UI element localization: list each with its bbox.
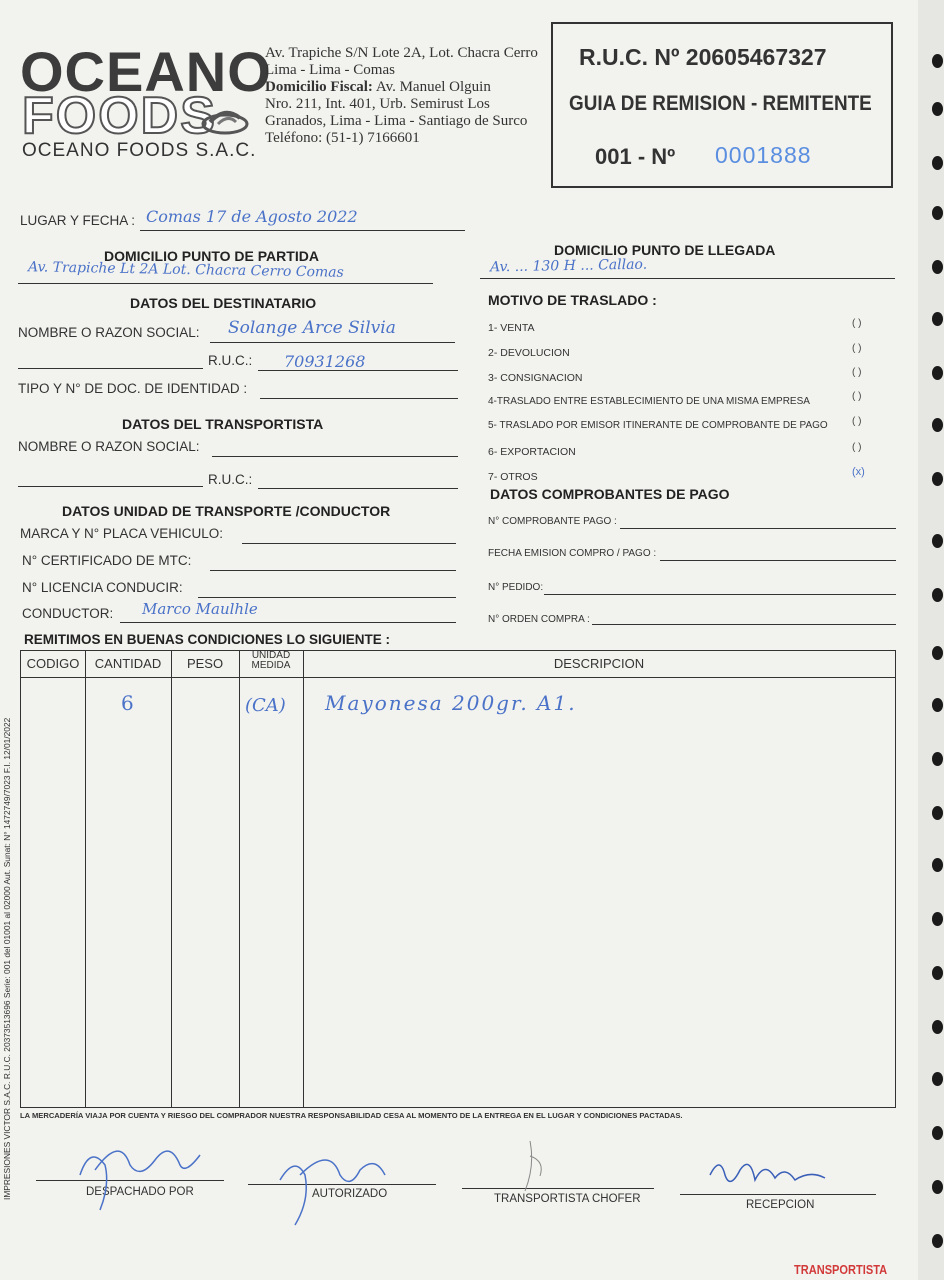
feed-hole — [932, 472, 943, 486]
nombre-label: NOMBRE O RAZON SOCIAL: — [18, 325, 200, 340]
comprobante-label: N° COMPROBANTE PAGO : — [488, 516, 617, 527]
transp-nombre-line — [212, 456, 458, 457]
feed-hole — [932, 312, 943, 326]
orden-line — [592, 624, 896, 625]
motivo-checkbox: ( ) — [852, 343, 862, 354]
printer-note: IMPRESIONES VICTOR S.A.C. R.U.C. 20373513696 Serie: 001 del 01001 al 02000 Aut. Sunat: N° 1472749/7023 F.I. 12/01/2022 — [2, 717, 12, 1200]
column-divider — [171, 651, 172, 1107]
feed-hole — [932, 912, 943, 926]
feed-hole — [932, 1072, 943, 1086]
autorizado-label: AUTORIZADO — [312, 1188, 388, 1200]
recepcion-label: RECEPCION — [746, 1199, 815, 1211]
fiscal-line-1: Av. Manuel Olguin — [375, 79, 491, 95]
fiscal-line-3: Granados, Lima - Lima - Santiago de Surco — [265, 113, 528, 129]
transportista-chofer-label: TRANSPORTISTA CHOFER — [494, 1193, 641, 1205]
fiscal-line-2: Nro. 211, Int. 401, Urb. Semirust Los — [265, 96, 490, 112]
licencia-line — [198, 597, 456, 598]
logo-foods: FOODS — [22, 87, 217, 145]
motivo-checkbox: ( ) — [852, 318, 862, 329]
licencia-label: N° LICENCIA CONDUCIR: — [22, 580, 183, 595]
fecha-emision-label: FECHA EMISION COMPRO / PAGO : — [488, 548, 657, 559]
feed-hole — [932, 54, 943, 68]
partida-line — [18, 283, 433, 284]
fiscal-address — [265, 79, 538, 96]
document-series: 001 - Nº — [595, 144, 676, 169]
orden-label: N° ORDEN COMPRA : — [488, 614, 590, 625]
column-header-descripcion: DESCRIPCION — [553, 656, 645, 671]
company-phone: Teléfono: (51-1) 7166601 — [265, 130, 420, 146]
llegada-header: DOMICILIO PUNTO DE LLEGADA — [554, 242, 776, 258]
feed-hole — [932, 1126, 943, 1140]
transp-nombre-label: NOMBRE O RAZON SOCIAL: — [18, 439, 200, 454]
transp-ruc-line — [258, 488, 458, 489]
column-header-unidad: UNIDAD MEDIDA — [251, 650, 291, 671]
certificado-label: N° CERTIFICADO DE MTC: — [22, 553, 192, 568]
llegada-line — [480, 278, 895, 279]
autorizado-signature — [250, 1130, 400, 1230]
wave-logo-icon — [200, 104, 250, 141]
feed-hole — [932, 806, 943, 820]
row-descripcion: Mayonesa 200gr. A1. — [325, 691, 577, 715]
items-table — [20, 650, 896, 1108]
feed-hole — [932, 534, 943, 548]
partida-value: Av. Trapiche Lt 2A Lot. Chacra Cerro Comas — [27, 259, 344, 281]
row-unidad: (CA) — [245, 695, 286, 716]
feed-hole — [932, 1180, 943, 1194]
feed-hole — [932, 260, 943, 274]
motivo-checkbox: ( ) — [852, 367, 862, 378]
motivo-header: MOTIVO DE TRASLADO : — [488, 292, 657, 308]
ruc-number: R.U.C. Nº 20605467327 — [579, 44, 827, 70]
tractor-feed-strip — [918, 0, 944, 1280]
copy-label: TRANSPORTISTA — [794, 1262, 888, 1277]
motivo-item: 2- DEVOLUCION — [488, 347, 570, 359]
ruc-value: 70931268 — [284, 352, 366, 371]
feed-hole — [932, 588, 943, 602]
feed-hole — [932, 102, 943, 116]
feed-hole — [932, 156, 943, 170]
table-title: REMITIMOS EN BUENAS CONDICIONES LO SIGUIENTE : — [24, 632, 391, 647]
ruc-label: R.U.C.: — [208, 353, 253, 368]
motivo-item: 1- VENTA — [488, 322, 535, 334]
pedido-label: N° PEDIDO: — [488, 582, 544, 593]
motivo-item: 5- TRASLADO POR EMISOR ITINERANTE DE COMPROBANTE DE PAGO — [488, 420, 828, 431]
lugar-fecha-value: Comas 17 de Agosto 2022 — [146, 207, 358, 226]
column-header-cantidad: CANTIDAD — [94, 656, 162, 671]
motivo-item: 6- EXPORTACION — [488, 446, 576, 458]
tipo-doc-line — [260, 398, 458, 399]
feed-hole — [932, 966, 943, 980]
motivo-item: 7- OTROS — [488, 471, 538, 483]
tipo-doc-label: TIPO Y N° DE DOC. DE IDENTIDAD : — [18, 381, 248, 396]
comprobantes-header: DATOS COMPROBANTES DE PAGO — [490, 486, 730, 502]
address-line-1: Av. Trapiche S/N Lote 2A, Lot. Chacra Cerro — [265, 45, 538, 61]
motivo-checkbox: ( ) — [852, 442, 862, 453]
conductor-line — [120, 622, 456, 623]
certificado-line — [210, 570, 456, 571]
document-type: GUIA DE REMISION - REMITENTE — [569, 92, 872, 115]
company-address — [265, 45, 538, 147]
feed-hole — [932, 752, 943, 766]
feed-hole — [932, 366, 943, 380]
partida-header: DOMICILIO PUNTO DE PARTIDA — [104, 248, 319, 264]
nombre-value: Solange Arce Silvia — [228, 318, 396, 338]
despachado-label: DESPACHADO POR — [86, 1186, 194, 1198]
ruc-pre-line — [18, 368, 203, 369]
comprobante-line — [620, 528, 896, 529]
feed-hole — [932, 698, 943, 712]
llegada-value: Av. ... 130 H ... Callao. — [489, 256, 648, 276]
transportista-header: DATOS DEL TRANSPORTISTA — [122, 416, 324, 432]
feed-hole — [932, 1234, 943, 1248]
address-line-2: Lima - Lima - Comas — [265, 62, 395, 78]
transp-ruc-pre-line — [18, 486, 203, 487]
transp-ruc-label: R.U.C.: — [208, 472, 253, 487]
motivo-item: 4-TRASLADO ENTRE ESTABLECIMIENTO DE UNA MISMA EMPRESA — [488, 396, 810, 407]
lugar-fecha-line — [140, 230, 465, 231]
nombre-line — [210, 342, 455, 343]
column-header-codigo: CODIGO — [26, 656, 80, 671]
transportista-signature — [500, 1136, 580, 1196]
marca-label: MARCA Y N° PLACA VEHICULO: — [20, 526, 223, 541]
fiscal-label: Domicilio Fiscal: — [265, 79, 373, 95]
despachado-signature — [60, 1125, 210, 1215]
column-header-peso: PESO — [186, 656, 224, 671]
conductor-label: CONDUCTOR: — [22, 606, 114, 621]
ruc-box — [551, 22, 893, 188]
feed-hole — [932, 206, 943, 220]
feed-hole — [932, 858, 943, 872]
fecha-emision-line — [660, 560, 896, 561]
column-divider — [85, 651, 86, 1107]
unidad-header: DATOS UNIDAD DE TRANSPORTE /CONDUCTOR — [62, 503, 391, 519]
marca-line — [242, 543, 456, 544]
logo-oceano: OCEANO — [20, 40, 272, 103]
disclaimer-text: LA MERCADERÍA VIAJA POR CUENTA Y RIESGO DEL COMPRADOR NUESTRA RESPONSABILIDAD CESA AL MOMENTO DE LA ENTREGA EN EL LUGAR Y CONDICIONES PACTADAS. — [20, 1111, 683, 1120]
motivo-checkbox: ( ) — [852, 416, 862, 427]
destinatario-header: DATOS DEL DESTINATARIO — [130, 295, 317, 311]
company-name: OCEANO FOODS S.A.C. — [22, 140, 257, 161]
document-number: 0001888 — [715, 142, 812, 168]
pedido-line — [544, 594, 896, 595]
lugar-fecha-label: LUGAR Y FECHA : — [20, 213, 136, 228]
feed-hole — [932, 646, 943, 660]
motivo-checkbox: ( ) — [852, 391, 862, 402]
motivo-checkbox-checked: (x) — [852, 466, 865, 478]
feed-hole — [932, 418, 943, 432]
motivo-item: 3- CONSIGNACION — [488, 372, 583, 384]
column-divider — [239, 651, 240, 1107]
recepcion-signature — [700, 1150, 840, 1200]
conductor-value: Marco Maulhle — [142, 600, 258, 618]
table-header-divider — [21, 677, 895, 678]
column-divider — [303, 651, 304, 1107]
feed-hole — [932, 1020, 943, 1034]
row-cantidad: 6 — [121, 691, 134, 715]
